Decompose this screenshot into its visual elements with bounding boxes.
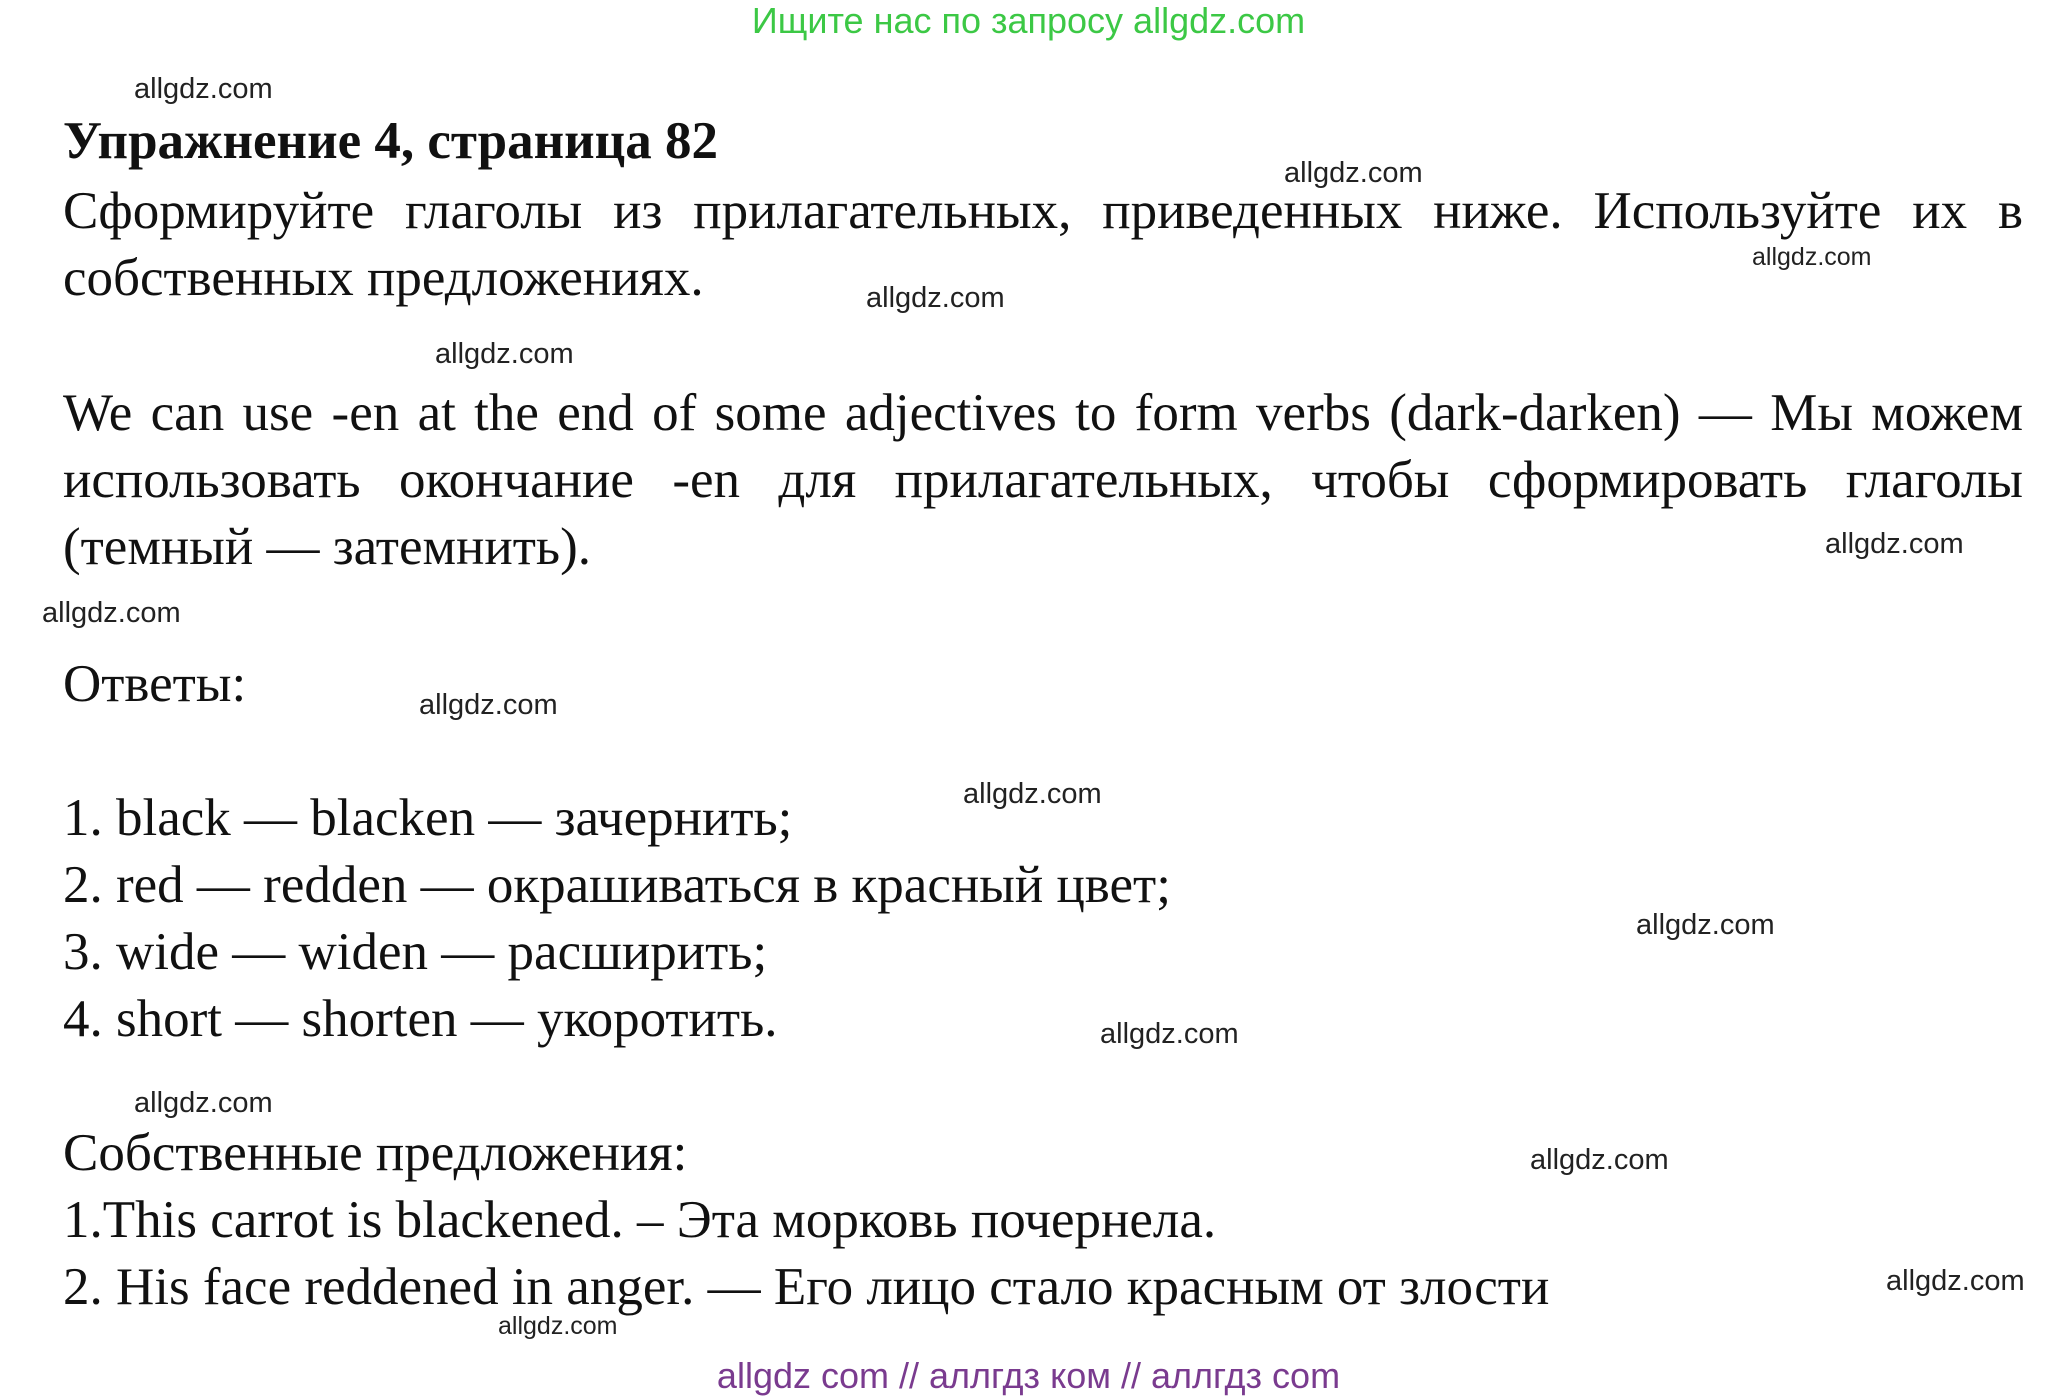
sentence-item: 2. His face reddened in anger. — Его лицо стало красным от злости bbox=[63, 1258, 1550, 1316]
answer-item: 2. red — redden — окрашиваться в красный цвет; bbox=[63, 856, 1171, 914]
watermark: allgdz.com bbox=[134, 73, 273, 105]
watermark: allgdz.com bbox=[419, 689, 558, 721]
watermark: allgdz.com bbox=[134, 1087, 273, 1119]
explanation-text: We can use -en at the end of some adjectives to form verbs (dark-darken) — Мы можем использовать окончание -en для прилагательных, чтобы сформировать глаголы (темный — затемнить). bbox=[63, 384, 2023, 576]
watermark: allgdz.com bbox=[1886, 1265, 2025, 1297]
watermark: allgdz.com bbox=[1752, 243, 1872, 271]
watermark: allgdz.com bbox=[1636, 909, 1775, 941]
watermark: allgdz.com bbox=[1825, 528, 1964, 560]
watermark: allgdz.com bbox=[435, 338, 574, 370]
answers-heading: Ответы: bbox=[63, 655, 247, 713]
answer-item: 1. black — blacken — зачернить; bbox=[63, 789, 793, 847]
watermark: allgdz.com bbox=[498, 1312, 618, 1340]
answer-item: 3. wide — widen — расширить; bbox=[63, 923, 768, 981]
sentence-item: 1.This carrot is blackened. – Эта морковь почернела. bbox=[63, 1191, 1217, 1249]
watermark: allgdz.com bbox=[42, 597, 181, 629]
watermark: allgdz.com bbox=[963, 778, 1102, 810]
top-banner: Ищите нас по запросу allgdz.com bbox=[751, 0, 1306, 41]
watermark: allgdz.com bbox=[1284, 157, 1423, 189]
footer-banner: allgdz com // аллгдз ком // аллгдз com bbox=[716, 1355, 1341, 1396]
watermark: allgdz.com bbox=[1530, 1144, 1669, 1176]
watermark: allgdz.com bbox=[1100, 1018, 1239, 1050]
sentences-heading: Собственные предложения: bbox=[63, 1124, 688, 1182]
watermark: allgdz.com bbox=[866, 282, 1005, 314]
answer-item: 4. short — shorten — укоротить. bbox=[63, 990, 778, 1048]
task-text: Сформируйте глаголы из прилагательных, приведенных ниже. Используйте их в собственных предложениях. bbox=[63, 182, 2023, 307]
exercise-title: Упражнение 4, страница 82 bbox=[63, 112, 718, 170]
